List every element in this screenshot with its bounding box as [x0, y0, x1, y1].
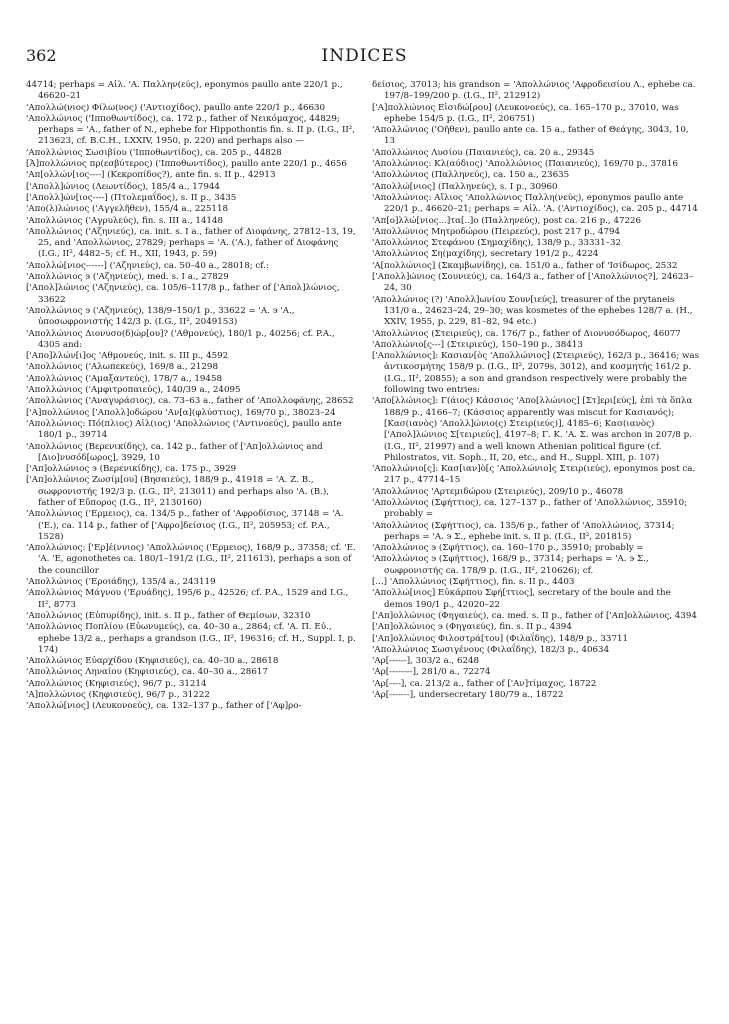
index-entry: 'Απο[λλώνιος]: Γ(άιος) Κάσσιος 'Απο[λλώνιος] [Στ]ερι[εύς], ἐπὶ τὰ ὅπλα 188/9 p., 4166–7; (Κάσσιος apparently was miscut for Κασιανός); [Κασ(ιανὸς) 'Απολλ]ώνιο(ς) Στειρ(ιεύς)], 4185–6; Κασ(ιανὸς) ['Απολ]λώνιος Σ[τειριεύς], 4197–8; Γ. Κ. 'Α. Σ. was archon in 207/8 p. (I.G., II², 21997) and a well known Athenian political figure (cf. Philostratos, vit. Soph., II, 20, etc., and H., Suppl. XIII, p. 107): [372, 396, 693, 463]
page-number: 362: [26, 46, 57, 65]
index-entry: 'Απολλώνιος: Κλ(αύδιος) 'Απολλώνιος (Παιανιεύς), 169/70 p., 37816: [372, 159, 678, 170]
index-entry: 'Απολλώνιος (Κηφισιεύς), 96/7 p., 31214: [26, 678, 207, 689]
index-entry: 'Απολλώ(νιος) Φίλω(νος) ('Αντιοχίδος), paullo ante 220/1 p., 46630: [26, 102, 326, 113]
index-entry: ['Απο]λλών[ι]ος 'Αθμονεύς, init. s. III p., 4592: [26, 351, 229, 362]
index-entry: 'Απολλώ[νιος------] ('Αζηνιεύς), ca. 50–40 a., 28018; cf.:: [26, 260, 269, 271]
index-entry: 'Απολλώνιος ϶ ('Αζηνιεύς), med. s. I a., 27829: [26, 272, 229, 283]
page-header: [26, 46, 703, 70]
index-entry: 'Απολλώνιος Διονυσο(δ)ώρ[ου]? ('Αθμονεύς), 180/1 p., 40256; cf. P.A., 4305 and:: [26, 328, 335, 350]
index-entry: ['Απολλ]ώνιος (Λεωντίδος), 185/4 a., 17944: [26, 181, 220, 192]
index-entry: 'Απολλώνιος Εὐαρχίδου (Κηφισιεύς), ca. 40–30 a., 28618: [26, 656, 279, 667]
index-column-left: [26, 80, 356, 713]
index-entry: 'Απολλώνιος Σωσιβίου ('Ιπποθωντίδος), ca. 205 p., 44828: [26, 147, 282, 158]
index-entry: 'Απολλώνιος: Αἴλιος 'Απολλώνιος Παλλη(νεύς), eponymos paullo ante 220/1 p., 46620–21; perhaps = Αἰλ. 'Α. ('Αντιοχίδος), ca. 205 p., 44714: [372, 192, 698, 215]
index-entry: 'Απολλώνιος ϶ ('Αζηνιεύς), 138/9–150/1 p., 33622 = 'Α. ϶ 'Α., ὑποσωφρονιστής 142/3 p. (I.G., II², 2049153): [26, 305, 295, 328]
index-entry: ['Απ]ολλώνιος Ζωσίμ[ου] (Βησαιεύς), 188/9 p., 41918 = 'Α. Ζ. Β., σωφρονιστής 192/3 p. (I.G., II², 213011) and perhaps also 'Α. (Β.), father of Εὔπορος (I.G., II², 2130160): [26, 475, 330, 508]
index-entry: 'Αρ[----], ca. 213/2 a., father of ['Αν]τίμαχος, 18722: [372, 678, 597, 689]
index-entry: 'Απολλώνιος ('Αναγυράσιος), ca. 73–63 a., father of 'Απολλοφάνης, 28652: [26, 396, 354, 407]
index-entry: 'Απολλώνιος Ποπλίου (Εὐωνυμεύς), ca. 40–30 a., 2864; cf. 'Α. Π. Εὐ., ephebe 13/2 a., perhaps a grandson (I.G., II², 196316; cf. H., Suppl. I, p. 174): [26, 622, 356, 655]
index-entry: ['Απ]ολλώνιος ϶ (Βερενικίδης), ca. 175 p., 3929: [26, 464, 237, 475]
index-entry: 'Απολλώνιος ('Αγρυλεύς), fin. s. III a., 14148: [26, 215, 223, 226]
index-entry: 'Απολλώ[νιος] (Λευκονοεύς), ca. 132–137 p., father of ['Αφ]ρο-: [26, 701, 302, 712]
index-entry: 'Απολλώνιος ϶ (Σφήττιος), ca. 160–170 p., 35910; probably =: [372, 543, 644, 554]
index-entry: ['Απολλ]ώνιος (Σουνιεύς), ca. 164/3 a., father of ['Απολλώνιος?], 24623–24, 30: [372, 272, 694, 294]
index-entry: ['Α]πολλώνιος ['Απολλ]οδώρου 'Αν[α](φλύστιος), 169/70 p., 38023–24: [26, 407, 336, 418]
index-entry: 'Α]πολλώνιος (Κηφισιεύς), 96/7 p., 31222: [26, 690, 210, 701]
index-entry: δείσιος, 37013; his grandson = 'Απολλώνιος 'Αφροδεισίου Λ., ephebe ca. 197/8–199/200 p. (I.G., II², 212912): [372, 80, 696, 102]
index-entry: 'Αρ[------], 303/2 a., 6248: [372, 656, 480, 667]
index-entry: ['Απ]ολλώνιος ϶ (Φηγαιεύς), fin. s. II p., 4394: [372, 622, 572, 633]
index-entry: 'Απολλώνιος (Σφήττιος), ca. 127–137 p., father of 'Απολλώνιος, 35910; probably =: [372, 497, 688, 520]
index-entry: 'Απολλώνιος (?) 'Απολλ]ωνίου Σουν[ιεύς], treasurer of the prytaneis 131/0 a., 24623–24, 29–30; was kosmetes of the ephebes 128/7 a. (H., XXIV, 1955, p. 229, 81–82, 94 etc.): [372, 294, 693, 328]
index-entry: 'Απολλώ[νιος] (Παλληνεύς), s. I p., 30960: [372, 181, 558, 192]
index-entry: 'Αρ[-------], undersecretary 180/79 a., 18722: [372, 690, 564, 701]
index-entry: 'Απολλώνιος Σωσιγένους (Φιλαΐδης), 182/3 p., 40634: [372, 644, 610, 655]
index-entry: 'Απολλώνιος: ['Ερ]έ(ννιος) 'Απολλώνιος ('Ερμειος), 168/9 p., 37358; cf. 'Ε. 'Α. 'Ε, agonothetes ca. 180/1–191/2 (I.G., II², 211613), perhaps a son of the councillor: [26, 543, 356, 576]
index-entry: 'Αρ[--------], 281/0 a., 72274: [372, 667, 491, 678]
index-entry: ['Απολ]λώνιος ('Αζηνιεύς), ca. 105/6–117/8 p., father of ['Απολ]λώνιος, 33622: [26, 283, 340, 305]
index-entry: 'Απολλώνιος (Βερενικίδης), ca. 142 p., father of ['Απ]ολλώνιος and [Διο]νυσόδ[ωρος], 3929, 10: [26, 441, 323, 463]
index-entry: 'Απολλώνιος: Πό(πλιος) Αἰλ(ιος) 'Απολλώνιος ('Αντινοεύς), paullo ante 180/1 p., 39714: [26, 418, 342, 441]
index-entry: 'Απολλώνιος Ση(μαχίδης), secretary 191/2 p., 4224: [372, 249, 599, 260]
index-entry: 'Απολλώνιος ('Οῆθεν), paullo ante ca. 15 a., father of Θεάγης, 3043, 10, 13: [372, 125, 689, 147]
index-entry: 'Απολλώνιος ('Αμφιτροπαιεύς), 140/39 a., 24095: [26, 385, 241, 396]
index-entry: 'Απολλώνιο[ς]: Κασ[ιαν]ὸ[ς 'Απολλώνιο]ς Στειρ(ιεύς), eponymos post ca. 217 p., 47714–15: [372, 464, 696, 486]
index-entry: ['Απολλώνιος]: Κασιαν[ὸς 'Απολλώνιος] (Στειριεύς), 162/3 p., 36416; was ἀντικοσμήτης 158/9 p. (I.G., II², 2079s, 3012), and κοσμητής 161/2 p. (I.G., II², 20855); a son and grandson respectively were probably the following two entries:: [372, 351, 700, 396]
index-entry: 'Απολλώνιος Μάγνου ('Ερυάδης), 195/6 p., 42526; cf. P.A., 1529 and I.G., II², 8773: [26, 588, 349, 610]
index-entry: 'Απολλώνιος (Σφήττιος), ca. 135/6 p., father of 'Απολλώνιος, 37314; perhaps = 'Α. ϶ Σ., ephebe init. s. II p. (I.G., II², 201815): [372, 520, 675, 542]
index-entry: 'Απολλώνιος ('Αλωπεκεύς), 169/8 a., 21298: [26, 362, 218, 373]
index-entry: 'Απολλώνιο[ς---] (Στειριεύς), 150–190 p., 38413: [372, 339, 583, 350]
page-title: INDICES: [321, 46, 408, 66]
index-entry: 'Απολλώνιος ('Αμαξαντεύς), 178/7 a., 19458: [26, 373, 223, 384]
index-entry: 'Απολλώνιος (Στειριεύς), ca. 176/7 p., father of Διονυσόδωρος, 46077: [372, 328, 681, 339]
index-entry: 'Απολλώνιος ('Ιπποθωντίδος), ca. 172 p., father of Νεικόμαχος, 44829; perhaps = 'Α., father of N., ephebe for Hippothontis fin. s. II p. (I.G., II², 213623, cf. B.C.H., LXXIV, 1950, p. 220) and perhaps also —: [26, 113, 356, 147]
index-entry: 'Απολλώνιος (Εὐπυρίδης), init. s. II p., father of Θεμίσων, 32310: [26, 610, 311, 621]
index-entry: 'Απολλώνιος ('Εροιάδης), 135/4 a., 243119: [26, 577, 216, 588]
index-entry: 'Απολλώνιος ('Αζηνιεύς), ca. init. s. I a., father of Διοφάνης, 27812–13, 19, 25, and 'Απολλώνιος, 27829; perhaps = 'Α. ('Α.), father of Διοφάνης (I.G., II², 4482–5; cf. H., XII, 1943, p. 59): [26, 226, 356, 260]
index-entry: 'Απολλώνιος Λυσίου (Παιανιεύς), ca. 20 a., 29345: [372, 147, 595, 158]
index-entry: 'Απολλώνιος Μητροδώρου (Πειρεεύς), post 217 p., 4794: [372, 226, 621, 237]
index-entry: [...] 'Απολλώνιος (Σφήττιος), fin. s. II p., 4403: [372, 577, 575, 588]
index-entry: 'Απ[ολλών[ιος----] (Κεκροπίδος?), ante fin. s. II p., 42913: [26, 170, 276, 181]
index-entry: 'Απο(λ)λώνιος ('Αγγελῆθεν), 155/4 a., 225118: [26, 204, 229, 215]
index-entry: [Ἀ]πολλώνιος πρ(εσβύτερος) ('Ιπποθωντίδος), paullo ante 220/1 p., 4656: [26, 159, 347, 170]
index-entry: ['Απ]ολλώνιος (Φηγαιεύς), ca. med. s. II p., father of ['Απ]ολλώνιος, 4394: [372, 610, 697, 621]
index-entry: 'Α[πολλώνιος] (Σκαμβωνίδης), ca. 151/0 a., father of 'Ισίδωρος, 2532: [372, 260, 678, 271]
index-entry: 'Απολλώνιος Στεφάνου (Σημαχίδης), 138/9 p., 33331–32: [372, 238, 622, 249]
index-entry: 'Απολλώνιος Ληναίου (Κηφισιεύς), ca. 40–30 a., 28617: [26, 667, 268, 678]
index-entry: 'Απ[ο]λλώ[νιος...]τα[..]ο (Παλληνεύς), post ca. 216 p., 47226: [372, 215, 642, 226]
index-entry: 'Απολλώ[νιος] Εὐκάρπου Σφή[ττιος], secretary of the boule and the demos 190/1 p., 42020–22: [372, 588, 671, 610]
index-entry: ['Απολλ]ών[ιος----] (Πτολεμαΐδος), s. II p., 3435: [26, 192, 237, 203]
index-entry: 'Απολλώνιος ('Ερμειος), ca. 134/5 p., father of 'Αφροδίσιος, 37148 = 'Α. ('Ε.), ca. 114 p., father of ['Αφρο]δείσιος (I.G., II², 205953; cf. P.A., 1528): [26, 509, 344, 542]
index-entry: ['Απ]ολλώνιος Φιλοστρά[του] (Φιλαΐδης), 148/9 p., 33711: [372, 633, 629, 644]
index-entry: 'Απολλώνιος 'Αρτεμιδώρου (Στειριεύς), 209/10 p., 46078: [372, 486, 624, 497]
index-column-right: [372, 80, 702, 701]
index-entry: ['Α]πολλώνιος Εἰσιδώ[ρου] (Λευκονοεύς), ca. 165–170 p., 37010, was ephebe 154/5 p. (I.G., II², 206751): [372, 102, 679, 124]
index-entry: 'Απολλώνιος (Παλληνεύς), ca. 150 a., 23635: [372, 170, 570, 181]
index-entry: 44714; perhaps = Αἰλ. 'Α. Παλλην(εύς), eponymos paullo ante 220/1 p., 46620–21: [26, 80, 343, 102]
index-entry: 'Απολλώνιος ϶ (Σφήττιος), 168/9 p., 37314; perhaps = 'Α. ϶ Σ., σωφρονιστής ca. 178/9 p. (I.G., II², 210626); cf.: [372, 554, 649, 576]
